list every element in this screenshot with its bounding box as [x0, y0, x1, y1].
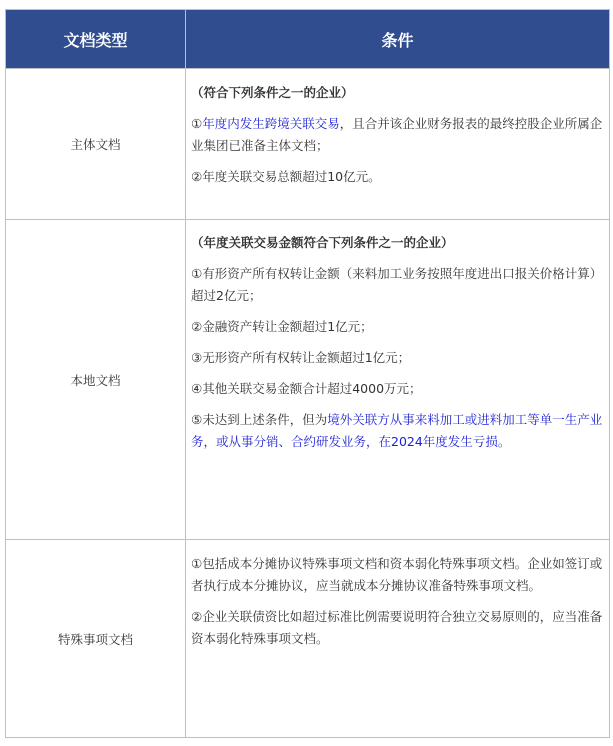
table-row-special-file — [6, 540, 610, 738]
condition-item: ②年度关联交易总额超过10亿元。 — [191, 169, 381, 184]
row-type-special-file: 特殊事项文档 — [6, 540, 186, 738]
condition-item: ④其他关联交易金额合计超过4000万元； — [191, 381, 422, 396]
documentation-table — [5, 9, 610, 738]
row-type-local-file: 本地文档 — [6, 220, 186, 540]
condition-heading: （符合下列条件之一的企业） — [191, 85, 354, 100]
row-condition-master-file — [186, 69, 610, 220]
condition-item: ①年度内发生跨境关联交易，且合并该企业财务报表的最终控股企业所属企业集团已准备主体文档； — [191, 116, 603, 153]
table-row-master-file — [6, 69, 610, 220]
condition-heading: （年度关联交易金额符合下列条件之一的企业） — [191, 235, 454, 250]
condition-item: ⑤未达到上述条件，但为境外关联方从事来料加工或进料加工等单一生产业务，或从事分销、合约研发业务，在2024年度发生亏损。 — [191, 412, 603, 449]
condition-item: ③无形资产所有权转让金额超过1亿元； — [191, 350, 411, 365]
condition-item: ①包括成本分摊协议特殊事项文档和资本弱化特殊事项文档。企业如签订或者执行成本分摊协议，应当就成本分摊协议准备特殊事项文档。 — [191, 556, 603, 593]
header-condition: 条件 — [186, 10, 610, 69]
condition-item: ②企业关联债资比如超过标准比例需要说明符合独立交易原则的，应当准备资本弱化特殊事项文档。 — [191, 609, 603, 646]
row-type-master-file: 主体文档 — [6, 69, 186, 220]
table-row-local-file — [6, 220, 610, 540]
row-condition-local-file — [186, 220, 610, 540]
condition-item: ①有形资产所有权转让金额（来料加工业务按照年度进出口报关价格计算）超过2亿元； — [191, 266, 603, 303]
table-header-row — [6, 10, 610, 69]
row-condition-special-file — [186, 540, 610, 738]
condition-item: ②金融资产转让金额超过1亿元； — [191, 319, 373, 334]
header-document-type: 文档类型 — [6, 10, 186, 69]
